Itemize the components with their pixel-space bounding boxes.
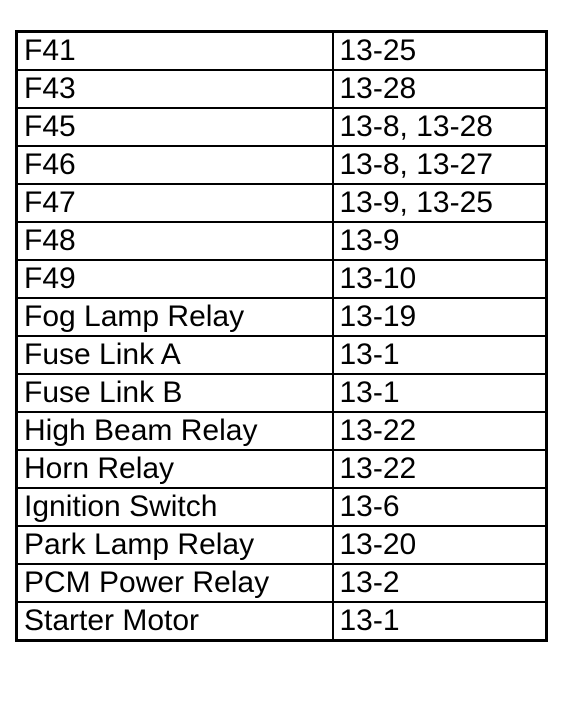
table-row	[17, 108, 547, 146]
component-name-cell: Ignition Switch	[17, 488, 333, 526]
page-reference-cell: 13-1	[333, 374, 547, 412]
page-reference-cell: 13-1	[333, 602, 547, 641]
table-row	[17, 222, 547, 260]
component-name-cell: PCM Power Relay	[17, 564, 333, 602]
page-reference-cell: 13-1	[333, 336, 547, 374]
component-name-cell: F49	[17, 260, 333, 298]
table-row	[17, 260, 547, 298]
component-name-cell: High Beam Relay	[17, 412, 333, 450]
page-reference-cell: 13-22	[333, 450, 547, 488]
table-row	[17, 32, 547, 71]
page-reference-cell: 13-8, 13-27	[333, 146, 547, 184]
table-row	[17, 526, 547, 564]
component-name-cell: F48	[17, 222, 333, 260]
page-reference-cell: 13-8, 13-28	[333, 108, 547, 146]
table-row	[17, 488, 547, 526]
component-name-cell: Fuse Link B	[17, 374, 333, 412]
component-name-cell: F45	[17, 108, 333, 146]
component-name-cell: F47	[17, 184, 333, 222]
page-reference-cell: 13-20	[333, 526, 547, 564]
component-name-cell: F41	[17, 32, 333, 71]
page-reference-cell: 13-2	[333, 564, 547, 602]
table-row	[17, 298, 547, 336]
component-name-cell: Horn Relay	[17, 450, 333, 488]
page-reference-cell: 13-10	[333, 260, 547, 298]
page-reference-cell: 13-22	[333, 412, 547, 450]
table-row	[17, 184, 547, 222]
component-name-cell: Starter Motor	[17, 602, 333, 641]
page-reference-cell: 13-28	[333, 70, 547, 108]
table-body	[17, 32, 547, 641]
table-row	[17, 70, 547, 108]
table-row	[17, 450, 547, 488]
table-row	[17, 412, 547, 450]
component-name-cell: F46	[17, 146, 333, 184]
page-reference-cell: 13-9, 13-25	[333, 184, 547, 222]
page-reference-cell: 13-25	[333, 32, 547, 71]
component-name-cell: F43	[17, 70, 333, 108]
table-row	[17, 564, 547, 602]
component-name-cell: Fog Lamp Relay	[17, 298, 333, 336]
component-index-table	[15, 30, 548, 642]
table-row	[17, 602, 547, 641]
table-row	[17, 374, 547, 412]
page-reference-cell: 13-9	[333, 222, 547, 260]
table-row	[17, 146, 547, 184]
table-row	[17, 336, 547, 374]
page-reference-cell: 13-19	[333, 298, 547, 336]
component-name-cell: Park Lamp Relay	[17, 526, 333, 564]
page-reference-cell: 13-6	[333, 488, 547, 526]
component-name-cell: Fuse Link A	[17, 336, 333, 374]
